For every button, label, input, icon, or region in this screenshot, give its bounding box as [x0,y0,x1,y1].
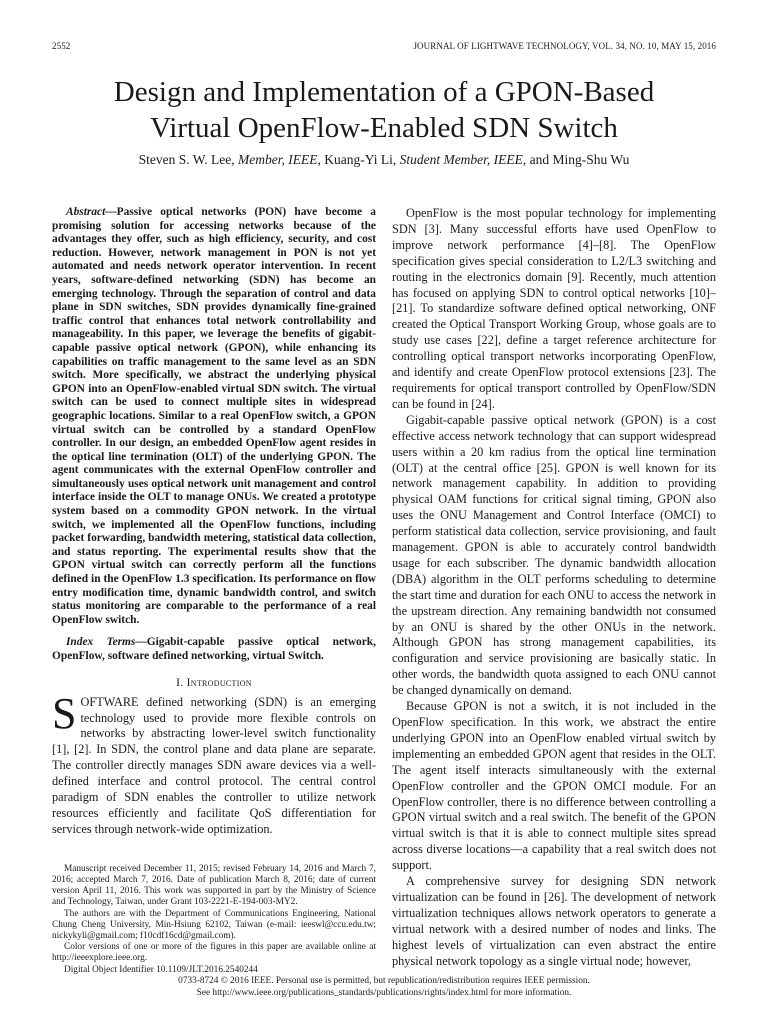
paragraph-openflow: OpenFlow is the most popular technology for implementing SDN [3]. Many successful efforts have used OpenFlow to improve network performance [4]–[8]. The OpenFlow specification gives special consideration to L2/L3 switching and routing in the electronics domain [9]. Recently, much attention has focused on applying SDN to control optical networks [10]–[21]. To standardize software defined optical networking, ONF created the Optical Transport Working Group, whose goals are to study use cases [22], define a target reference architecture for controlling optical transport networks incorporating OpenFlow, and identify and create OpenFlow protocol extensions [23]. The requirements for optical transport controlled by OpenFlow/SDN can be found in [24]. [392,206,716,411]
intro-text: defined networking (SDN) is an emerging technology used to provide more flexible controls on networks by abstracting lower-level switch functionality [1], [2]. In SDN, the control plane and data plane are separate. The controller directly manages SDN aware devices via a well-defined interface and control protocol. The central control paradigm of SDN enables the controller to utilize network resources efficiently and facilitate QoS differentiation for services through network-wide optimization. [52,694,376,836]
paragraph-survey: A comprehensive survey for designing SDN network virtualization can be found in [26]. The development of network virtualization techniques allows network operators to generate a virtual network with a desired number of nodes and links. The highest levels of virtualization can even abstract the entire physical network topology as a single virtual node; however, [392,874,716,968]
author-list [40,152,728,168]
index-terms [52,636,376,663]
footnote-manuscript: Manuscript received December 11, 2015; revised February 14, 2016 and March 7, 2016; accepted March 7, 2016. Date of publication March 8, 2016; date of current version April 11, 2016. This work was supported in part by the Ministry of Science and Technology, Taiwan, under Grant 103-2221-E-194-003-MY2. [52,863,376,908]
abstract [52,206,376,627]
page-number: 2552 [52,41,71,51]
title-line-1: Design and Implementation of a GPON-Based [113,76,655,108]
section-title: Introduction [186,676,252,689]
intro-paragraph [52,688,376,838]
drop-cap: S [52,688,77,738]
author-2-role: Student Member, IEEE [399,152,523,167]
footnote-affiliation: The authors are with the Department of Communications Engineering, National Chung Cheng University, Min-Hsiung 62102, Taiwan (e-mail: ieeswl@ccu.edu.tw; nickykyli@gmail.com; f10cdf16cd@gmail.com). [52,908,376,941]
paragraph-virtual-switch: Because GPON is not a switch, it is not included in the OpenFlow specification. In this work, we abstract the entire underlying GPON into an OpenFlow enabled virtual switch by implementing an embedded GPON agent that resides in the OLT. The agent itself interacts simultaneously with the external OpenFlow controller and the GPON OMCI module. For an OpenFlow controller, there is no difference between controlling a GPON virtual switch and a real switch. The benefit of the GPON virtual switch is that it is able to connect multiple sites spread across diverse locations—a capability that a real switch does not support. [392,699,716,873]
footnote-color: Color versions of one or more of the figures in this paper are available online at http://ieeexplore.ieee.org. [52,942,376,964]
intro-first-word: OFTWARE [80,694,139,709]
right-column [392,206,716,970]
paragraph-gpon: Gigabit-capable passive optical network (GPON) is a cost effective access network technology that can support widespread users within a 20 km radius from the optical line termination (OLT) at the central office [25]. GPON is well known for its network management capability. In addition to providing physical OAM functions for critical signal timing, GPON also uses the ONU Management and Control Interface (OMCI) to perform statistical data collection, service provisioning, and fault management. GPON is able to accurately control bandwidth usage for each subscriber. The dynamic bandwidth allocation (DBA) algorithm in the OLT performs scheduling to determine the start time and duration for each ONU to access the network in the upstream direction. Any remaining bandwidth not consumed by an ONU is shared by the other ONUs in the network. Although GPON has strong management capabilities, its configuration and service provisioning are basically static. In other words, the bandwidth quota assigned to each ONU cannot be changed dynamically on demand. [392,412,716,698]
author-3: , and Ming-Shu Wu [522,152,630,167]
footnotes [52,864,376,976]
title-line-2: Virtual OpenFlow-Enabled SDN Switch [150,112,618,144]
footer-line-2: See http://www.ieee.org/publications_standards/publications/rights/index.html for more information. [196,987,572,998]
author-1: Steven S. W. Lee, [138,152,238,167]
author-2: , Kuang-Yi Li, [317,152,400,167]
copyright-footer [52,976,716,999]
author-1-role: Member, IEEE [237,152,318,167]
abstract-label: Abstract— [66,206,117,218]
paper-title [40,74,728,146]
footer-line-1: 0733-8724 © 2016 IEEE. Personal use is permitted, but republication/redistribution requires IEEE permission. [178,976,590,986]
section-number: I. [176,676,187,689]
index-terms-text: Gigabit-capable passive optical network, OpenFlow, software defined networking, virtual Switch. [52,636,376,662]
journal-header: JOURNAL OF LIGHTWAVE TECHNOLOGY, VOL. 34, NO. 10, MAY 15, 2016 [413,41,716,51]
footnote-doi: Digital Object Identifier 10.1109/JLT.2016.2540244 [64,964,258,975]
index-terms-label: Index Terms— [66,636,147,649]
abstract-text: Passive optical networks (PON) have become a promising solution for accessing networks because of the advantages they offer, such as high efficiency, security, and cost reduction. However, network management in PON is not yet automated and needs network operator intervention. In recent years, software-defined networking (SDN) has become an emerging technology. Through the separation of control and data plane in SDN switches, SDN provides dynamically fine-grained traffic control that enhances total network controllability and manageability. In this paper, we leverage the benefits of gigabit-capable passive optical network (GPON), while enhancing its capabilities on traffic management to the same level as an SDN switch. More specifically, we abstract the underlying physical GPON into an OpenFlow-enabled virtual SDN switch. The virtual switch can be used to connect multiple sites in widespread geographic locations. Similar to a real OpenFlow switch, a GPON virtual switch can be controlled by a standard OpenFlow controller. In our design, an embedded OpenFlow agent resides in the optical line termination (OLT) of the underlying GPON. The agent communicates with the external OpenFlow controller and simultaneously uses optical network unit management and control interface inside the OLT to manage ONUs. We created a prototype system based on a commodity GPON network. In the virtual switch, we implemented all the OpenFlow functions, including packet forwarding, bandwidth metering, statistical data collection, and status reporting. The experimental results show that the GPON virtual switch can correctly perform all the functions defined in the OpenFlow 1.3 specification. Its performance on flow entry modification time, dynamic bandwidth control, and switch status monitoring are comparable to the performance of a real OpenFlow switch. [52,206,376,626]
left-column [52,206,376,976]
section-heading [52,677,376,689]
